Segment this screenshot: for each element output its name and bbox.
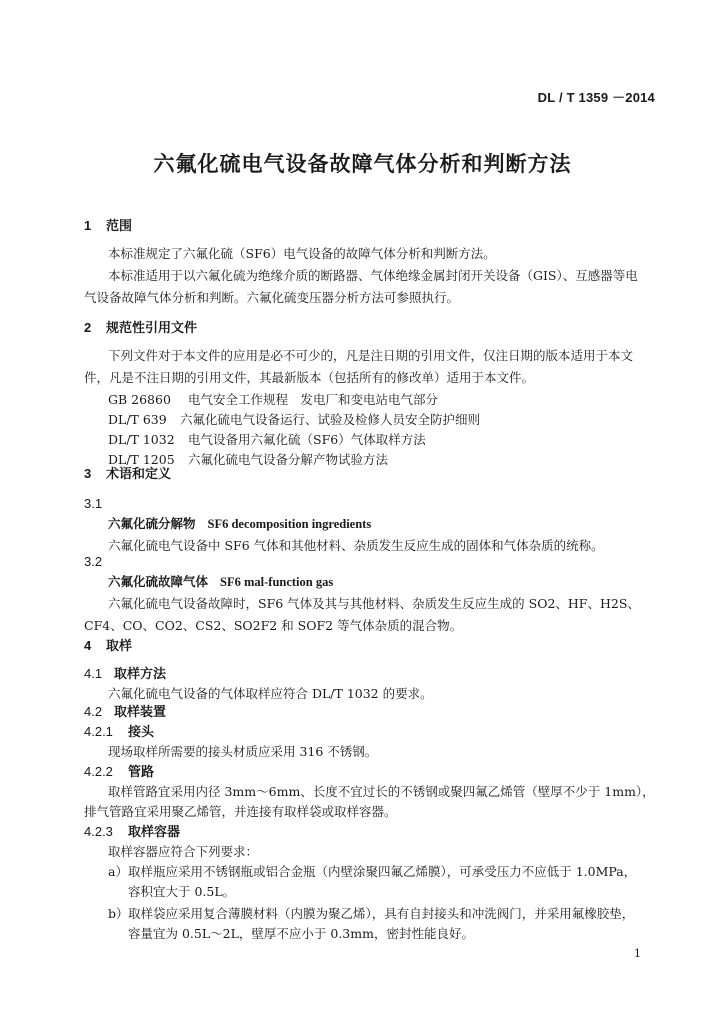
term-english: SF6 decomposition ingredients [207,517,372,531]
paragraph-continuation: 排气管路宜采用聚乙烯管，并连接有取样袋或取样容器。 [84,804,397,819]
reference-code: DL/T 1032 [108,432,175,447]
list-item-continuation: 容量宜为 0.5L～2L，壁厚不应小于 0.3mm，密封性能良好。 [128,926,474,941]
reference-item [108,390,480,410]
section-number: 4 [84,638,92,653]
section-number: 3 [84,466,92,481]
paragraph-continuation: 气设备故障气体分析和判断。六氟化硫变压器分析方法可参照执行。 [84,290,460,305]
section-title: 术语和定义 [106,466,172,481]
term-definition: 六氟化硫电气设备故障时，SF6 气体及其与其他材料、杂质发生反应生成的 SO2、HF、H2S、 [108,596,640,611]
reference-code: DL/T 639 [108,412,167,427]
paragraph: 取样容器应符合下列要求： [108,844,259,859]
reference-name: 六氟化硫电气设备运行、试验及检修人员安全防护细则 [180,412,481,427]
reference-code: GB 26860 [108,392,171,407]
reference-list [108,380,480,470]
term-heading [108,514,371,534]
page-title: 六氟化硫电气设备故障气体分析和判断方法 [153,151,572,176]
list-item [108,862,636,882]
clause-title: 取样装置 [114,704,167,719]
section-title: 规范性引用文件 [106,320,198,335]
clause-number: 4.1 [84,666,103,681]
section-1-heading [84,216,132,236]
clause-number: 4.2.3 [84,824,113,839]
list-item-continuation: 容积宜大于 0.5L。 [128,884,236,899]
term-definition: 六氟化硫电气设备中 SF6 气体和其他材料、杂质发生反应生成的固体和气体杂质的统称。 [108,538,604,553]
list-marker: b） [108,906,129,921]
page-number: 1 [634,947,641,960]
reference-item [108,410,480,430]
clause-heading [84,822,180,842]
section-title: 取样 [106,638,133,653]
clause-heading [84,702,166,722]
clause-number: 4.2 [84,704,103,719]
paragraph-continuation: 件，凡是不注日期的引用文件，其最新版本（包括所有的修改单）适用于本文件。 [84,370,535,385]
list-text: 取样瓶应采用不锈钢瓶或铝合金瓶（内壁涂聚四氟乙烯膜），可承受压力不应低于 1.0MPa， [128,864,637,879]
term-definition-continuation: CF4、CO、CO2、CS2、SO2F2 和 SOF2 等气体杂质的混合物。 [84,618,463,633]
clause-number: 4.2.2 [84,764,113,779]
clause-title: 接头 [128,724,155,739]
reference-name: 电气设备用六氟化硫（SF6）气体取样方法 [188,432,426,447]
section-2-heading [84,318,197,338]
clause-heading [84,762,154,782]
clause-title: 管路 [128,764,155,779]
reference-name: 电气安全工作规程 发电厂和变电站电气部分 [188,392,439,407]
clause-heading [84,722,154,742]
term-english: SF6 mal-function gas [220,575,334,589]
section-number: 1 [84,218,92,233]
list-text: 取样袋应采用复合薄膜材料（内膜为聚乙烯），具有自封接头和冲洗阀门，并采用氟橡胶垫， [128,906,635,921]
clause-title: 取样方法 [114,666,167,681]
section-3-heading [84,464,171,484]
standard-code: DL / T 1359 －2014 [537,90,655,105]
clause-number: 3.2 [84,554,103,569]
section-title: 范围 [106,218,133,233]
section-number: 2 [84,320,92,335]
paragraph: 下列文件对于本文件的应用是必不可少的，凡是注日期的引用文件，仅注日期的版本适用于本文 [108,348,634,363]
paragraph: 本标准规定了六氟化硫（SF6）电气设备的故障气体分析和判断方法。 [108,246,496,261]
clause-number: 4.2.1 [84,724,113,739]
reference-name: 六氟化硫电气设备分解产物试验方法 [188,452,389,467]
clause-number: 3.1 [84,496,103,511]
section-4-heading [84,636,132,656]
clause-heading [84,664,166,684]
term-heading [108,572,333,592]
list-item [108,904,634,924]
term-chinese: 六氟化硫故障气体 [108,574,209,589]
paragraph: 现场取样所需要的接头材质应采用 316 不锈钢。 [108,744,378,759]
list-marker: a） [108,864,128,879]
paragraph: 六氟化硫电气设备的气体取样应符合 DL/T 1032 的要求。 [108,686,433,701]
clause-title: 取样容器 [128,824,181,839]
paragraph: 本标准适用于以六氟化硫为绝缘介质的断路器、气体绝缘金属封闭开关设备（GIS）、互感器等电 [108,268,638,283]
term-chinese: 六氟化硫分解物 [108,516,196,531]
paragraph: 取样管路宜采用内径 3mm～6mm、长度不宜过长的不锈钢或聚四氟乙烯管（壁厚不少于 1mm）， [108,784,655,799]
reference-code: DL/T 1205 [108,452,175,467]
reference-item [108,430,480,450]
